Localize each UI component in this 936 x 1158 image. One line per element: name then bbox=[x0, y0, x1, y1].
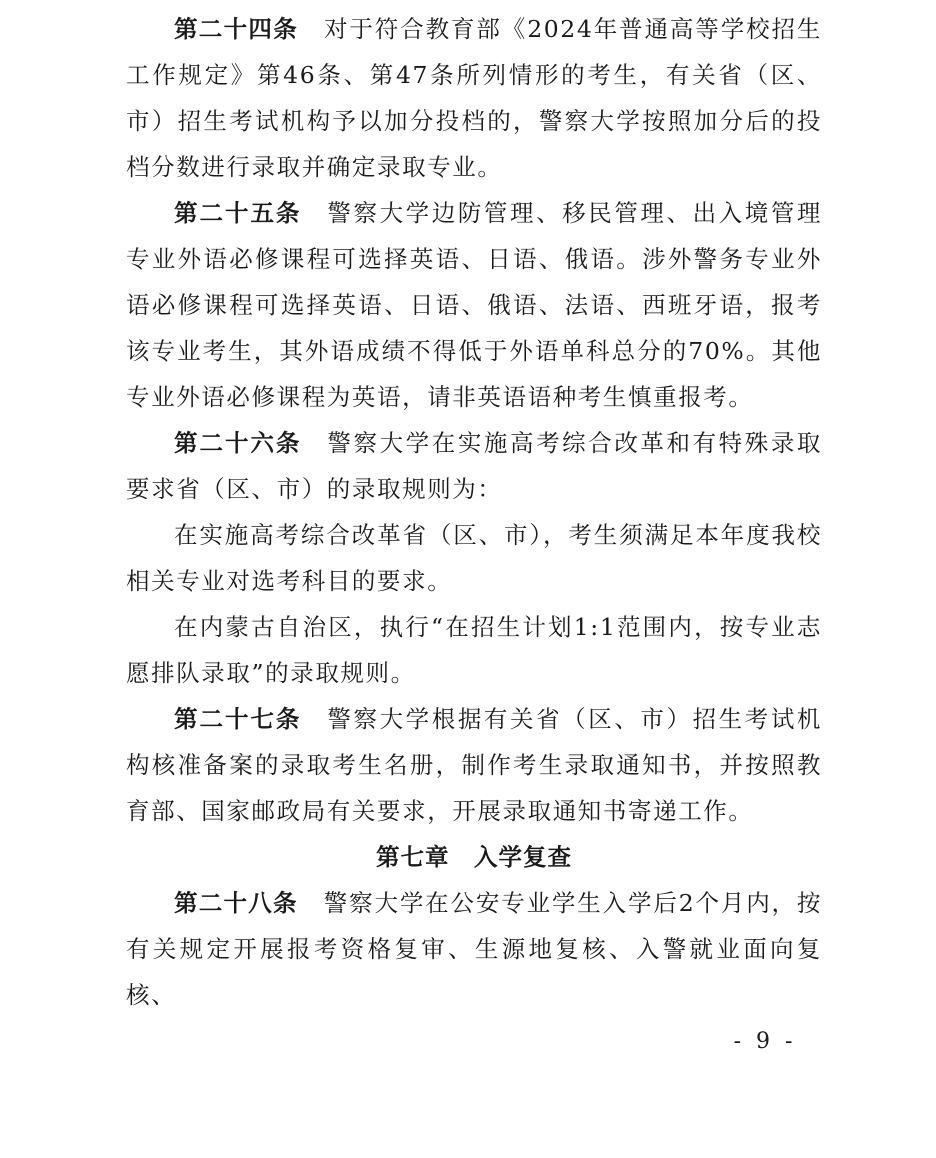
article-text: 警察大学边防管理、移民管理、出入境管理专业外语必修课程可选择英语、日语、俄语。涉外警务专业外语必修课程可选择英语、日语、俄语、法语、西班牙语，报考该专业考生，其外语成绩不得低于外语单科总分的70%。其他专业外语必修课程为英语，请非英语语种考生慎重报考。 bbox=[126, 199, 823, 411]
article-text: 警察大学根据有关省（区、市）招生考试机构核准备案的录取考生名册，制作考生录取通知书，并按照教育部、国家邮政局有关要求，开展录取通知书寄递工作。 bbox=[126, 705, 823, 825]
paragraph-reform-provinces: 在实施高考综合改革省（区、市），考生须满足本年度我校相关专业对选考科目的要求。 bbox=[126, 521, 822, 595]
chapter-heading: 第七章 入学复查 bbox=[376, 843, 572, 871]
page-number: - 9 - bbox=[733, 1029, 797, 1054]
article-25 bbox=[126, 190, 822, 420]
article-24 bbox=[126, 6, 822, 190]
document-page bbox=[126, 6, 822, 1018]
article-number: 第二十六条 bbox=[174, 429, 302, 457]
article-27 bbox=[126, 696, 822, 834]
article-number: 第二十四条 bbox=[174, 15, 298, 43]
article-number: 第二十八条 bbox=[174, 889, 298, 917]
article-text: 对于符合教育部《2024年普通高等学校招生工作规定》第46条、第47条所列情形的考生，有关省（区、市）招生考试机构予以加分投档的，警察大学按照加分后的投档分数进行录取并确定录取专业。 bbox=[126, 15, 823, 181]
article-number: 第二十五条 bbox=[174, 199, 302, 227]
paragraph-inner-mongolia: 在内蒙古自治区，执行“在招生计划1:1范围内，按专业志愿排队录取”的录取规则。 bbox=[126, 613, 822, 687]
article-number: 第二十七条 bbox=[174, 705, 302, 733]
article-text: 警察大学在公安专业学生入学后2个月内，按有关规定开展报考资格复审、生源地复核、入警就业面向复核、 bbox=[126, 889, 823, 1009]
article-26 bbox=[126, 420, 822, 512]
article-text: 警察大学在实施高考综合改革和有特殊录取要求省（区、市）的录取规则为： bbox=[126, 429, 823, 503]
article-28 bbox=[126, 880, 822, 1018]
